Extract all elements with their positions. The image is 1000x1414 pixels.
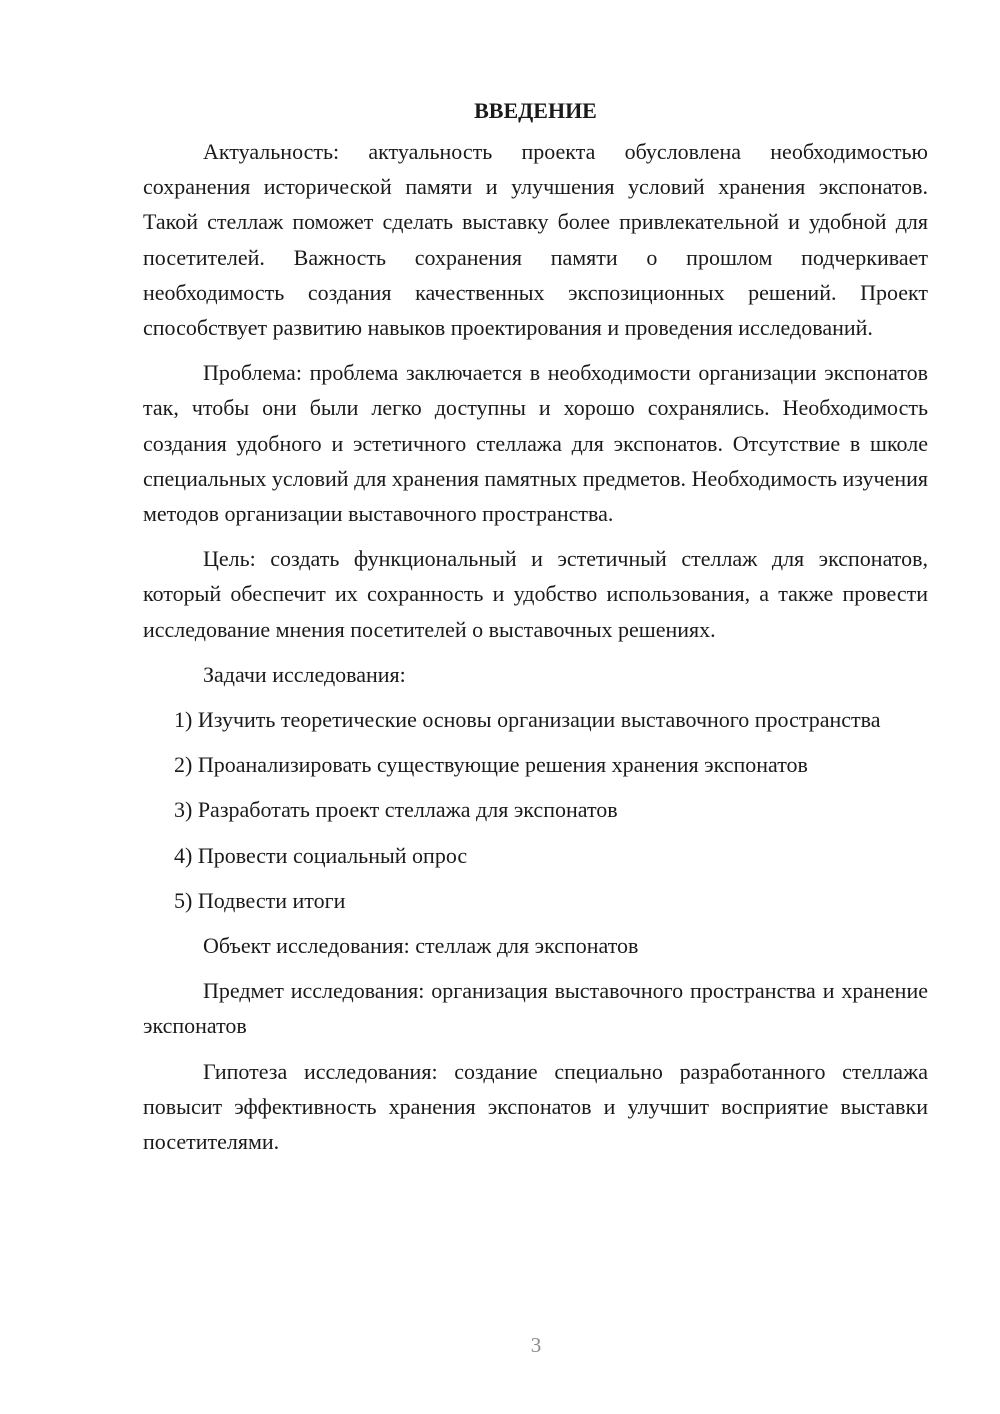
paragraph-relevance: Актуальность: актуальность проекта обусловлена необходимостью сохранения исторической памяти и улучшения условий хранения экспонатов. Такой стеллаж поможет сделать выставку более привлекательной и удобной для посетителей. Важность сохранения памяти о прошлом подчеркивает необходимость создания качественных экспозиционных решений. Проект способствует развитию навыков проектирования и проведения исследований. xyxy=(143,139,928,341)
task-item-2: 2) Проанализировать существующие решения хранения экспонатов xyxy=(174,752,808,778)
document-page xyxy=(143,96,928,1169)
paragraph-hypothesis: Гипотеза исследования: создание специально разработанного стеллажа повысит эффективность хранения экспонатов и улучшит восприятие выставки посетителями. xyxy=(143,1058,928,1155)
paragraph-problem: Проблема: проблема заключается в необходимости организации экспонатов так, чтобы они были легко доступны и хорошо сохранялись. Необходимость создания удобного и эстетичного стеллажа для экспонатов. Отсутствие в школе специальных условий для хранения памятных предметов. Необходимость изучения методов организации выставочного пространства. xyxy=(143,360,928,527)
task-item-1: 1) Изучить теоретические основы организации выставочного пространства xyxy=(174,707,881,733)
page-title: ВВЕДЕНИЕ xyxy=(474,98,597,123)
paragraph-goal: Цель: создать функциональный и эстетичный стеллаж для экспонатов, который обеспечит их сохранность и удобство использования, а также провести исследование мнения посетителей о выставочных решениях. xyxy=(143,546,928,642)
tasks-heading: Задачи исследования: xyxy=(203,661,406,687)
task-item-4: 4) Провести социальный опрос xyxy=(174,842,468,868)
page-number: 3 xyxy=(530,1333,542,1357)
paragraph-object: Объект исследования: стеллаж для экспонатов xyxy=(203,933,639,959)
task-item-5: 5) Подвести итоги xyxy=(174,887,346,913)
paragraph-subject: Предмет исследования: организация выставочного пространства и хранение экспонатов xyxy=(143,978,928,1039)
task-item-3: 3) Разработать проект стеллажа для экспонатов xyxy=(174,797,618,823)
